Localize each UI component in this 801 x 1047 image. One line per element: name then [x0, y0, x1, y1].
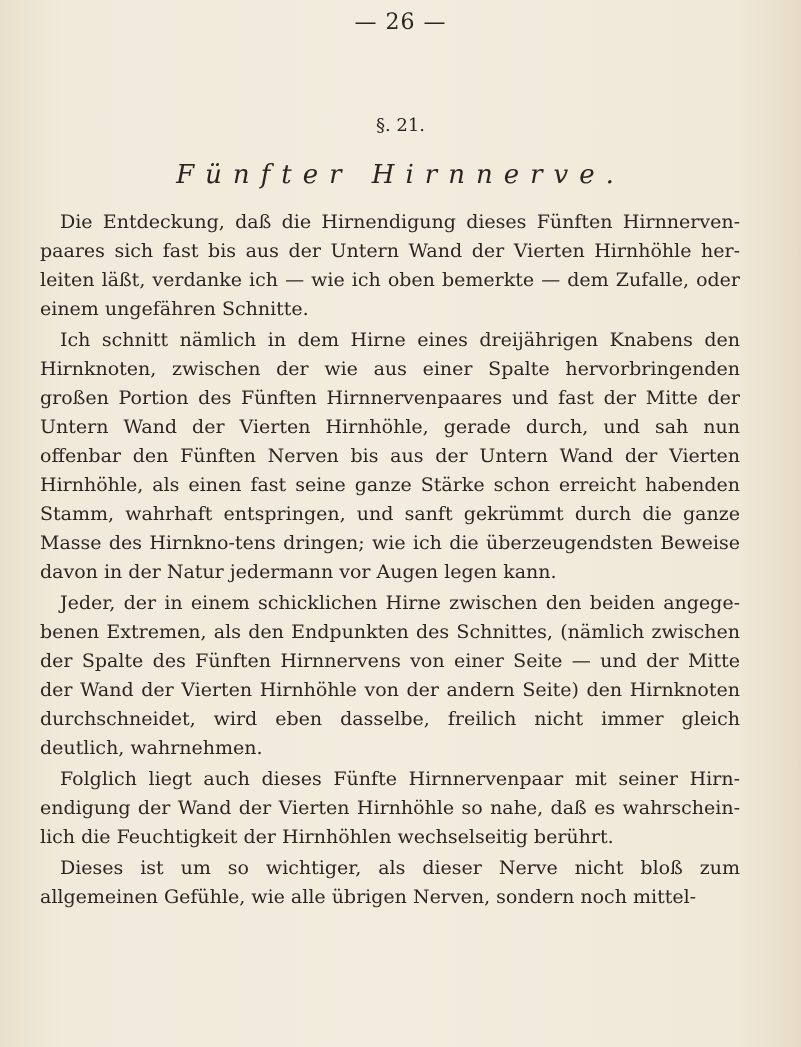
paragraph: Ich schnitt nämlich in dem Hirne eines dreijährigen Knabens den Hirnknoten, zwischen der wie aus einer Spalte hervorbringenden großen Portion des Fünften Hirnnervenpaares und fast der Mitte der Untern Wand der Vierten Hirnhöhle, gerade durch, und sah nun offenbar den Fünften Nerven bis aus der Untern Wand der Vierten Hirnhöhle, als einen fast seine ganze Stärke schon erreicht habenden Stamm, wahrhaft entspringen, und sanft gekrümmt durch die ganze Masse des Hirnkno-tens dringen; wie ich die überzeugendsten Beweise davon in der Natur jedermann vor Augen legen kann. — [40, 329, 740, 583]
paragraph: Die Entdeckung, daß die Hirnendigung dieses Fünften Hirnnerven-paares sich fast bis aus der Untern Wand der Vierten Hirnhöhle her-leiten läßt, verdanke ich — wie ich oben bemerkte — dem Zufalle, oder einem ungefähren Schnitte. — [40, 211, 740, 320]
section-title: Fünfter Hirnnerve. — [176, 160, 625, 190]
body-text — [40, 208, 740, 914]
paragraph: Dieses ist um so wichtiger, als dieser Nerve nicht bloß zum allgemeinen Gefühle, wie alle übrigen Nerven, sondern noch mittel- — [40, 857, 740, 908]
section-marker: §. 21. — [375, 115, 426, 136]
paragraph: Jeder, der in einem schicklichen Hirne zwischen den beiden angege-benen Extremen, als den Endpunkten des Schnittes, (nämlich zwischen der Spalte des Fünften Hirnnervens von einer Seite — und der Mitte der Wand der Vierten Hirnhöhle von der andern Seite) den Hirnknoten durchschneidet, wird eben dasselbe, freilich nicht immer gleich deutlich, wahrnehmen. — [40, 592, 740, 759]
paragraph: Folglich liegt auch dieses Fünfte Hirnnervenpaar mit seiner Hirn-endigung der Wand der Vierten Hirnhöhle so nahe, daß es wahrschein-lich die Feuchtigkeit der Hirnhöhlen wechselseitig berührt. — [40, 768, 740, 848]
page-number: — 26 — — [354, 10, 447, 35]
